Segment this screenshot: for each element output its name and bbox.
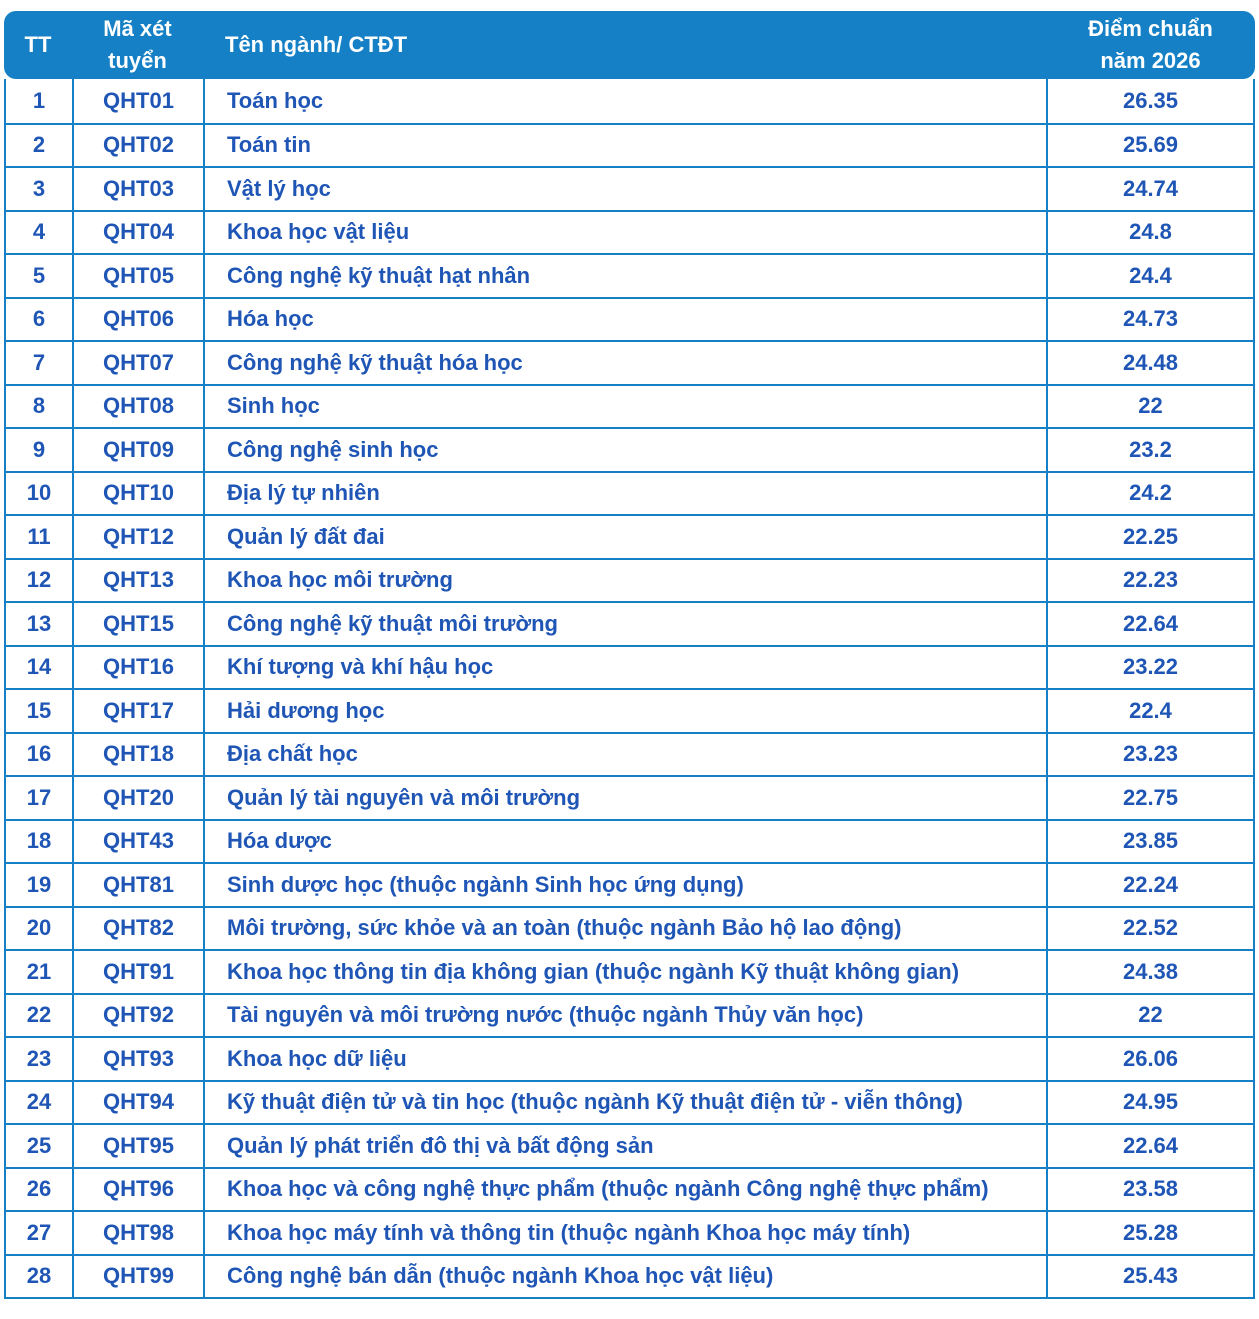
cell-score: 23.85 (1046, 821, 1253, 863)
cell-tt: 8 (32, 393, 46, 419)
table-row (6, 166, 1253, 210)
cell-name: Địa lý tự nhiên (203, 473, 1046, 515)
cell-code: QHT82 (72, 908, 203, 950)
table-row (6, 1167, 1253, 1211)
table-header (4, 11, 1255, 79)
table-body (4, 79, 1255, 1299)
cell-code: QHT98 (72, 1212, 203, 1254)
cell-score: 24.95 (1046, 1082, 1253, 1124)
cell-score: 26.06 (1046, 1038, 1253, 1080)
cell-code: QHT95 (72, 1125, 203, 1167)
cell-name: Kỹ thuật điện tử và tin học (thuộc ngành Kỹ thuật điện tử - viễn thông) (203, 1082, 1046, 1124)
cell-score: 24.4 (1046, 255, 1253, 297)
cell-tt: 2 (32, 132, 46, 158)
cell-score: 24.48 (1046, 342, 1253, 384)
cell-code: QHT17 (72, 690, 203, 732)
table-row (6, 819, 1253, 863)
cell-score: 25.43 (1046, 1256, 1253, 1298)
cell-score: 24.73 (1046, 299, 1253, 341)
cell-name: Quản lý phát triển đô thị và bất động sản (203, 1125, 1046, 1167)
cell-tt: 17 (26, 784, 52, 810)
cell-code: QHT03 (72, 168, 203, 210)
cell-code: QHT93 (72, 1038, 203, 1080)
cell-code: QHT15 (72, 603, 203, 645)
cell-score: 22.52 (1046, 908, 1253, 950)
cell-tt: 22 (26, 1002, 52, 1028)
cell-code: QHT94 (72, 1082, 203, 1124)
cell-score: 22 (1046, 386, 1253, 428)
cell-name: Địa chất học (203, 734, 1046, 776)
cell-name: Môi trường, sức khỏe và an toàn (thuộc ngành Bảo hộ lao động) (203, 908, 1046, 950)
cell-score: 26.35 (1046, 79, 1253, 123)
cell-tt: 18 (26, 828, 52, 854)
cell-name: Khoa học và công nghệ thực phẩm (thuộc ngành Công nghệ thực phẩm) (203, 1169, 1046, 1211)
table-row (6, 1254, 1253, 1298)
table-row (6, 558, 1253, 602)
table-row (6, 253, 1253, 297)
cell-name: Khí tượng và khí hậu học (203, 647, 1046, 689)
cell-name: Hóa dược (203, 821, 1046, 863)
table-row (6, 862, 1253, 906)
cell-code: QHT09 (72, 429, 203, 471)
cell-score: 23.58 (1046, 1169, 1253, 1211)
cell-code: QHT91 (72, 951, 203, 993)
table-row (6, 514, 1253, 558)
cell-code: QHT07 (72, 342, 203, 384)
cell-name: Khoa học vật liệu (203, 212, 1046, 254)
table-row (6, 645, 1253, 689)
cell-tt: 28 (26, 1263, 52, 1289)
cell-score: 24.74 (1046, 168, 1253, 210)
cell-score: 24.38 (1046, 951, 1253, 993)
cell-name: Toán học (203, 79, 1046, 123)
cell-name: Công nghệ kỹ thuật hóa học (203, 342, 1046, 384)
cell-score: 24.8 (1046, 212, 1253, 254)
cell-tt: 1 (32, 87, 46, 113)
cell-score: 22.23 (1046, 560, 1253, 602)
cell-tt: 26 (26, 1176, 52, 1202)
cell-score: 23.22 (1046, 647, 1253, 689)
cell-score: 22.24 (1046, 864, 1253, 906)
cell-code: QHT81 (72, 864, 203, 906)
cell-code: QHT20 (72, 777, 203, 819)
cell-tt: 12 (26, 567, 52, 593)
cell-tt: 5 (32, 262, 46, 288)
cell-code: QHT16 (72, 647, 203, 689)
cell-tt: 21 (26, 958, 52, 984)
cell-name: Công nghệ sinh học (203, 429, 1046, 471)
table-row (6, 427, 1253, 471)
cell-tt: 24 (26, 1089, 52, 1115)
table-row (6, 949, 1253, 993)
cell-tt: 6 (32, 306, 46, 332)
table-row (6, 775, 1253, 819)
cell-tt: 27 (26, 1219, 52, 1245)
table-row (6, 1123, 1253, 1167)
cell-tt: 19 (26, 871, 52, 897)
cell-name: Quản lý đất đai (203, 516, 1046, 558)
cell-score: 22.64 (1046, 603, 1253, 645)
cell-code: QHT43 (72, 821, 203, 863)
table-row (6, 471, 1253, 515)
cell-code: QHT02 (72, 125, 203, 167)
cell-tt: 13 (26, 610, 52, 636)
table-row (6, 1080, 1253, 1124)
cell-code: QHT92 (72, 995, 203, 1037)
cell-tt: 7 (32, 349, 46, 375)
cell-name: Hóa học (203, 299, 1046, 341)
cell-code: QHT01 (72, 79, 203, 123)
cell-name: Sinh dược học (thuộc ngành Sinh học ứng dụng) (203, 864, 1046, 906)
cell-name: Tài nguyên và môi trường nước (thuộc ngành Thủy văn học) (203, 995, 1046, 1037)
admission-score-table (4, 11, 1255, 1299)
table-row (6, 210, 1253, 254)
cell-name: Khoa học môi trường (203, 560, 1046, 602)
cell-score: 23.2 (1046, 429, 1253, 471)
table-row (6, 993, 1253, 1037)
cell-tt: 14 (26, 654, 52, 680)
table-row (6, 79, 1253, 123)
cell-tt: 10 (26, 480, 52, 506)
cell-code: QHT10 (72, 473, 203, 515)
cell-score: 24.2 (1046, 473, 1253, 515)
cell-tt: 16 (26, 741, 52, 767)
cell-score: 22.25 (1046, 516, 1253, 558)
header-code-text: Mã xét tuyển (103, 16, 172, 73)
cell-code: QHT96 (72, 1169, 203, 1211)
table-row (6, 732, 1253, 776)
cell-name: Sinh học (203, 386, 1046, 428)
cell-code: QHT99 (72, 1256, 203, 1298)
cell-tt: 20 (26, 915, 52, 941)
table-row (6, 297, 1253, 341)
table-row (6, 688, 1253, 732)
table-row (6, 1036, 1253, 1080)
cell-tt: 9 (32, 436, 46, 462)
cell-score: 22.64 (1046, 1125, 1253, 1167)
cell-score: 22 (1046, 995, 1253, 1037)
cell-score: 25.28 (1046, 1212, 1253, 1254)
cell-code: QHT08 (72, 386, 203, 428)
cell-score: 22.75 (1046, 777, 1253, 819)
cell-name: Khoa học thông tin địa không gian (thuộc ngành Kỹ thuật không gian) (203, 951, 1046, 993)
cell-name: Vật lý học (203, 168, 1046, 210)
cell-name: Hải dương học (203, 690, 1046, 732)
cell-code: QHT04 (72, 212, 203, 254)
cell-tt: 4 (32, 219, 46, 245)
cell-name: Quản lý tài nguyên và môi trường (203, 777, 1046, 819)
header-score (1046, 11, 1255, 79)
table-row (6, 384, 1253, 428)
cell-tt: 11 (27, 523, 51, 549)
cell-name: Công nghệ kỹ thuật hạt nhân (203, 255, 1046, 297)
cell-name: Công nghệ bán dẫn (thuộc ngành Khoa học vật liệu) (203, 1256, 1046, 1298)
cell-code: QHT05 (72, 255, 203, 297)
cell-name: Toán tin (203, 125, 1046, 167)
header-name: Tên ngành/ CTĐT (225, 32, 408, 57)
cell-name: Khoa học máy tính và thông tin (thuộc ngành Khoa học máy tính) (203, 1212, 1046, 1254)
header-score-text: Điểm chuẩn năm 2026 (1088, 16, 1213, 73)
table-row (6, 601, 1253, 645)
cell-tt: 23 (26, 1045, 52, 1071)
cell-name: Khoa học dữ liệu (203, 1038, 1046, 1080)
header-code (72, 11, 203, 79)
cell-code: QHT18 (72, 734, 203, 776)
table-row (6, 906, 1253, 950)
table-row (6, 123, 1253, 167)
cell-tt: 3 (32, 175, 46, 201)
cell-name: Công nghệ kỹ thuật môi trường (203, 603, 1046, 645)
cell-score: 25.69 (1046, 125, 1253, 167)
table-row (6, 1210, 1253, 1254)
header-tt: TT (24, 32, 52, 57)
cell-tt: 15 (26, 697, 52, 723)
cell-score: 22.4 (1046, 690, 1253, 732)
cell-code: QHT13 (72, 560, 203, 602)
table-row (6, 340, 1253, 384)
cell-score: 23.23 (1046, 734, 1253, 776)
cell-tt: 25 (26, 1132, 52, 1158)
cell-code: QHT06 (72, 299, 203, 341)
cell-code: QHT12 (72, 516, 203, 558)
